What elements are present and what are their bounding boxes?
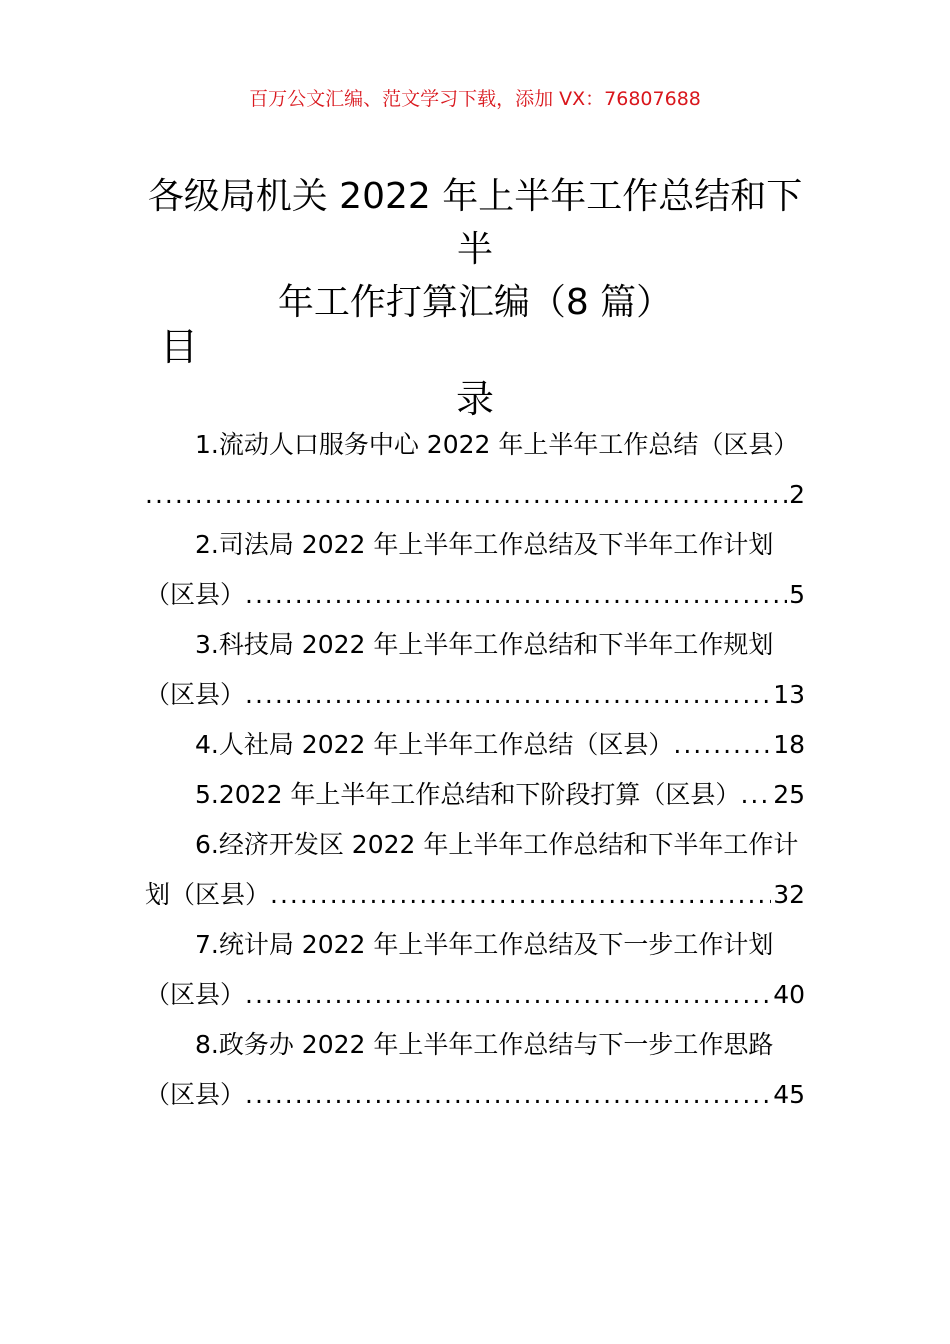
toc-entry-title-continued: 划（区县） xyxy=(145,880,271,909)
toc-entry-title: 3.科技局 2022 年上半年工作总结和下半年工作规划 xyxy=(195,630,774,659)
document-title-line-2: 年工作打算汇编（8 篇） xyxy=(277,282,673,323)
toc-entry-leader-line xyxy=(145,1070,805,1120)
toc-entry-title: 4.人社局 2022 年上半年工作总结（区县） xyxy=(195,730,674,759)
toc-entry-leader-line xyxy=(145,720,805,770)
toc-entry-title: 6.经济开发区 2022 年上半年工作总结和下半年工作计 xyxy=(195,830,799,859)
toc-entry-leader-line xyxy=(145,870,805,920)
toc-entry-page-number: 45 xyxy=(773,1080,805,1109)
toc-entry-page-number: 18 xyxy=(773,730,805,759)
toc-entry-title-continued: （区县） xyxy=(145,580,246,609)
toc-entry-page-number: 5 xyxy=(789,580,805,609)
dot-leader xyxy=(245,670,771,720)
toc-entry-7[interactable] xyxy=(145,920,805,1020)
toc-entry-title: 1.流动人口服务中心 2022 年上半年工作总结（区县） xyxy=(195,430,799,459)
toc-entry-leader-line xyxy=(145,770,805,820)
toc-entry-4[interactable] xyxy=(145,720,805,770)
toc-entry-page-number: 2 xyxy=(789,480,805,509)
toc-heading-part-2: 录 xyxy=(455,377,494,421)
toc-entry-5[interactable] xyxy=(145,770,805,820)
toc-entry-title: 5.2022 年上半年工作总结和下阶段打算（区县） xyxy=(195,780,741,809)
promo-banner: 百万公文汇编、范文学习下载，添加 VX：76807688 xyxy=(249,88,701,110)
toc-entry-page-number: 13 xyxy=(773,680,805,709)
toc-entry-title-continued: （区县） xyxy=(145,1080,246,1109)
document-title xyxy=(130,170,820,329)
dot-leader xyxy=(245,570,787,620)
document-title-line-1: 各级局机关 2022 年上半年工作总结和下半 xyxy=(147,176,803,270)
toc-entry-leader-line xyxy=(145,470,805,520)
toc-entry-page-number: 25 xyxy=(773,780,805,809)
toc-entry-2[interactable] xyxy=(145,520,805,620)
toc-entry-8[interactable] xyxy=(145,1020,805,1120)
toc-entry-title-continued: （区县） xyxy=(145,980,246,1009)
dot-leader xyxy=(740,770,771,820)
toc-entry-leader-line xyxy=(145,970,805,1020)
toc-heading-part-1: 目 xyxy=(160,325,199,369)
toc-entry-leader-line xyxy=(145,570,805,620)
dot-leader xyxy=(673,720,771,770)
dot-leader xyxy=(245,970,771,1020)
toc-entry-leader-line xyxy=(145,670,805,720)
toc-entry-title-continued: （区县） xyxy=(145,680,246,709)
dot-leader xyxy=(145,470,787,520)
toc-entry-6[interactable] xyxy=(145,820,805,920)
toc-entry-1[interactable] xyxy=(145,420,805,520)
dot-leader xyxy=(245,1070,771,1120)
toc-entry-title: 7.统计局 2022 年上半年工作总结及下一步工作计划 xyxy=(195,930,774,959)
dot-leader xyxy=(270,870,771,920)
toc-entry-3[interactable] xyxy=(145,620,805,720)
toc-entry-title: 8.政务办 2022 年上半年工作总结与下一步工作思路 xyxy=(195,1030,774,1059)
toc-entry-page-number: 32 xyxy=(773,880,805,909)
toc-entry-title: 2.司法局 2022 年上半年工作总结及下半年工作计划 xyxy=(195,530,774,559)
table-of-contents xyxy=(145,420,805,1120)
toc-entry-page-number: 40 xyxy=(773,980,805,1009)
